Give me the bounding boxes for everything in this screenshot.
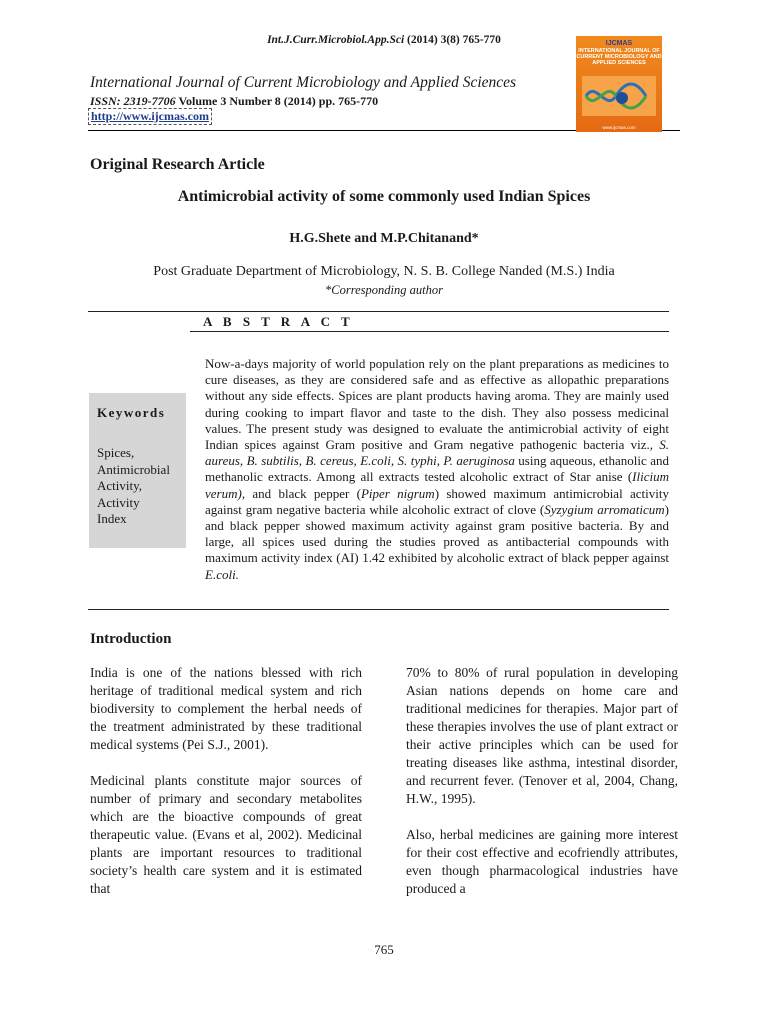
authors: H.G.Shete and M.P.Chitanand* (289, 231, 479, 246)
keywords-title: Keywords (97, 405, 166, 420)
cover-title-line: APPLIED SCIENCES (592, 60, 646, 66)
journal-name: International Journal of Current Microbiology and Applied Sciences (90, 74, 517, 91)
article-title: Antimicrobial activity of some commonly used Indian Spices (177, 188, 591, 205)
cover-footer: www.ijcmas.com (602, 125, 636, 130)
intro-paragraph: India is one of the nations blessed with rich heritage of traditional medical system and rich biodiversity to complement the herbal needs of the treatment administrated by these traditional medical systems (Pei S.J., 2001). (90, 665, 362, 752)
journal-cover-image (576, 36, 662, 132)
abstract-text-segment: and black pepper ( (245, 485, 361, 501)
corresponding-author-note: *Corresponding author (325, 283, 443, 297)
keyword-item: Activity (97, 494, 140, 510)
issn-line (90, 94, 378, 109)
abstract-rule-bottom (88, 609, 669, 610)
abstract-heading: A B S T R A C T (203, 314, 354, 329)
issn-label: ISSN: 2319-7706 (90, 94, 176, 108)
abstract-body (205, 356, 669, 583)
keyword-item: Index (97, 511, 127, 526)
intro-paragraph: Medicinal plants constitute major sources of number of primary and secondary metabolites which are the bioactive compounds of great therapeutic value. (Evans et al, 2002). Medicinal plants are important resources to traditional society’s health care system and it is estimated that (90, 773, 362, 896)
intro-left-column (90, 664, 362, 916)
intro-paragraph: Also, herbal medicines are gaining more interest for their cost effective and ecofriendly attributes, even though pharmacological industries have produced a (406, 827, 678, 896)
article-type: Original Research Article (90, 156, 265, 173)
abstract-species-name: Ilicium verum), (205, 469, 669, 501)
abstract-text-segment: ) showed maximum antimicrobial activity against gram negative bacteria while alcoholic extract of clove ( (205, 485, 669, 517)
abstract-species-names: , S. aureus, B. subtilis, B. cereus, E.coli, S. typhi, P. aeruginosa (205, 437, 669, 469)
abstract-species-name: Syzygium arromaticum (544, 501, 665, 517)
cover-title-line: CURRENT MICROBIOLOGY AND (576, 54, 662, 60)
abstract-rule-top (88, 311, 669, 312)
keyword-item: Spices, (97, 445, 135, 460)
keyword-item: Activity, (97, 478, 143, 493)
keywords-box (89, 393, 186, 548)
intro-paragraph: 70% to 80% of rural population in developing Asian nations depends on home care and traditional medicines for therapies. Major part of these therapies involves the use of plant extract or their active principles which can be used for treating diseases like asthma, intestinal disorder, and recurrent fever. (Tenover et al, 2004, Chang, H.W., 1995). (406, 665, 678, 806)
running-head-journal: Int.J.Curr.Microbiol.App.Sci (267, 34, 405, 46)
introduction-heading: Introduction (90, 631, 172, 647)
abstract-text-segment: ) and black pepper showed maximum activity against gram positive bacteria. By and large, all spices used during the studies proved as antibacterial compounds with maximum activity index (AI) 1.42 exhibited by alcoholic extract of black pepper against (205, 501, 669, 566)
running-head-issue: (2014) 3(8) 765-770 (404, 34, 501, 46)
page-number: 765 (374, 942, 394, 957)
journal-url-link[interactable]: http://www.ijcmas.com (88, 108, 212, 125)
abstract-species-name: E.coli. (205, 566, 239, 582)
abstract-rule-middle (190, 331, 669, 332)
keywords-list (97, 445, 170, 528)
cover-dna-art-icon (582, 76, 656, 116)
abstract-text-segment: Now-a-days majority of world population rely on the plant preparations as medicines to cure diseases, as they are considered safe and as effective as allopathic preparations without any side effects. Spices are plant products having aroma. They are mainly used during cooking to impart flavor and taste to the dish. They also possess medicinal values. The present study was designed to evaluate the antimicrobial activity of eight Indian spices against Gram positive and Gram negative pathogenic bacteria viz. (205, 356, 669, 453)
abstract-species-name: Piper nigrum (360, 485, 435, 501)
cover-title-line: INTERNATIONAL JOURNAL OF (578, 48, 660, 54)
volume-info: Volume 3 Number 8 (2014) pp. 765-770 (175, 94, 379, 108)
keyword-item: Antimicrobial (97, 461, 170, 477)
cover-title-line: IJCMAS (605, 40, 633, 47)
intro-right-column (406, 664, 678, 916)
abstract-text-segment: using aqueous, ethanolic and methanolic extracts. Among all extracts tested alcoholic extract of Star anise ( (205, 453, 669, 485)
cover-title (576, 40, 662, 66)
affiliation: Post Graduate Department of Microbiology, N. S. B. College Nanded (M.S.) India (153, 264, 615, 279)
